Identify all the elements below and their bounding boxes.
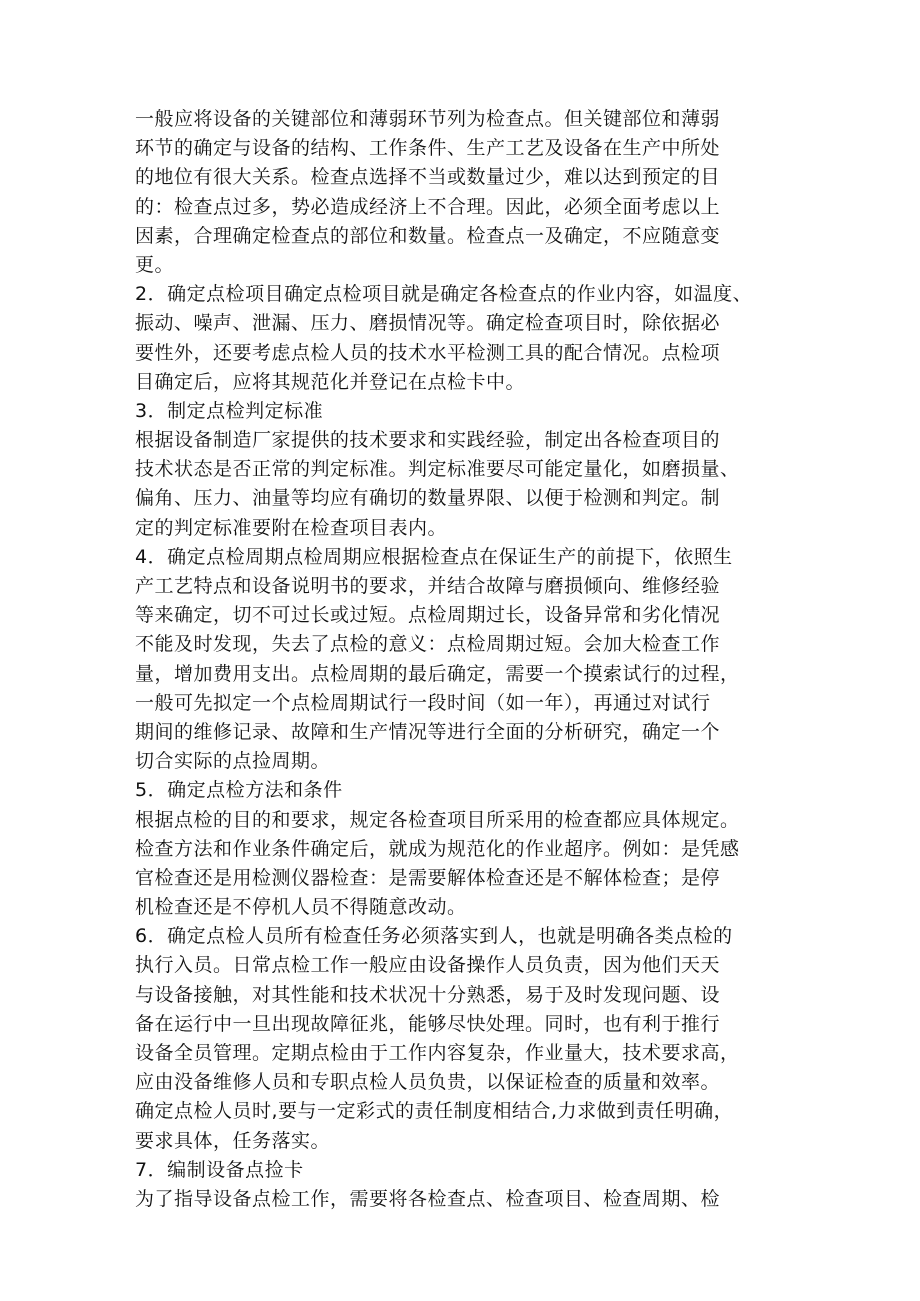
section-heading: 5．确定点检方法和条件 (135, 779, 343, 802)
text-line: 一般应将设备的关键部位和薄弱环节列为检查点。但关键部位和薄弱 (135, 108, 721, 130)
document-body (135, 105, 815, 1214)
text-line: 等来确定，切不可过长或过短。点检周期过长，设备异常和劣化情况 (135, 604, 721, 627)
text-line: 根据设备制造厂家提供的技术要求和实践经验，制定出各检查项目的 (135, 429, 721, 452)
text-line: 环节的确定与设备的结构、工作条件、生产工艺及设备在生产中所处 (135, 137, 721, 160)
text-line: 应由没备维修人员和专职点检人员负贵，以保证检查的质量和效率。 (135, 1071, 721, 1094)
text-line: 设备全员管理。定期点检由于工作内容复杂，作业量大，技术要求高， (135, 1042, 740, 1064)
text-line: 不能及时发现，失去了点检的意义：点检周期过短。会加大检查工作 (135, 633, 721, 656)
text-line: 要性外，还要考虑点检人员的技术水平检测工具的配合情况。点检项 (135, 341, 721, 364)
text-line: 定的判定标准要附在检查项目表内。 (135, 516, 448, 539)
section-heading: 7．编制设备点捡卡 (135, 1158, 304, 1181)
text-line: 备在运行中一旦出现故障征兆，能够尽快处理。同时，也有利于推行 (135, 1012, 721, 1035)
text-line: 振动、噪声、泄漏、压力、磨损情况等。确定检查项目时，除依据必 (135, 312, 721, 335)
text-line: 与设备接触，对其性能和技术状况十分熟悉，易于及时发现问题、设 (135, 983, 721, 1006)
section-heading: 2．确定点检项目确定点检项目就是确定各检查点的作业内容，如温度、 (135, 283, 753, 306)
text-line: 执行入员。日常点检工作一般应由设备操作人员负责，因为他们天天 (135, 954, 721, 977)
section-heading: 3．制定点检判定标准 (135, 399, 324, 422)
text-line: 因素，合理确定检查点的部位和数量。检查点一及确定，不应随意变 (135, 224, 721, 247)
text-line: 偏角、压力、油量等均应有确切的数量界限、以便于检测和判定。制 (135, 487, 721, 510)
text-line: 根据点检的目的和要求，规定各检查项目所采用的检查都应具体规定。 (135, 808, 740, 831)
text-line: 官检查还是用检测仪器检查：是需要解体检查还是不解体检查；是停 (135, 866, 721, 889)
text-line: 目确定后，应将其规范化并登记在点检卡中。 (135, 370, 526, 393)
text-line: 确定点检人员时,要与一定彩式的责任制度相结合,力求做到责任明确， (135, 1100, 734, 1123)
section-heading: 6．确定点检人员所有检查任务必须落实到人，也就是明确各类点检的 (135, 925, 733, 948)
text-line: 为了指导设备点检工作，需要将各检查点、检查项目、检查周期、检 (135, 1187, 721, 1210)
text-line: 的地位有很大关系。检查点选择不当或数量过少，难以达到预定的目 (135, 166, 721, 189)
text-line: 要求具体，任务落实。 (135, 1129, 331, 1152)
text-line: 检查方法和作业条件确定后，就成为规范化的作业超序。例如：是凭感 (135, 837, 740, 860)
text-line: 期间的维修记录、故障和生产情况等进行全面的分析研究，确定一个 (135, 720, 721, 743)
text-line: 机检查还是不停机人员不得随意改动。 (135, 896, 467, 919)
text-line: 一般可先拟定一个点检周期试行一段时间（如一年），再通过对试行 (135, 691, 711, 714)
text-line: 切合实际的点捡周期。 (135, 750, 331, 773)
text-line: 产工艺特点和设备说明书的要求，并结合故障与磨损倾向、维修经验 (135, 575, 721, 597)
section-heading: 4．确定点检周期点检周期应根据检查点在保证生产的前提下，依照生 (135, 545, 733, 568)
text-line: 的：检查点过多，势必造成经济上不合理。因此，必须全面考虑以上 (135, 195, 721, 218)
text-line: 更。 (135, 253, 175, 276)
text-line: 技术状态是否正常的判定标准。判定标准要尽可能定量化，如磨损量、 (135, 458, 740, 481)
text-line: 量，增加费用支出。点检周期的最后确定，需要一个摸索试行的过程， (135, 662, 740, 685)
